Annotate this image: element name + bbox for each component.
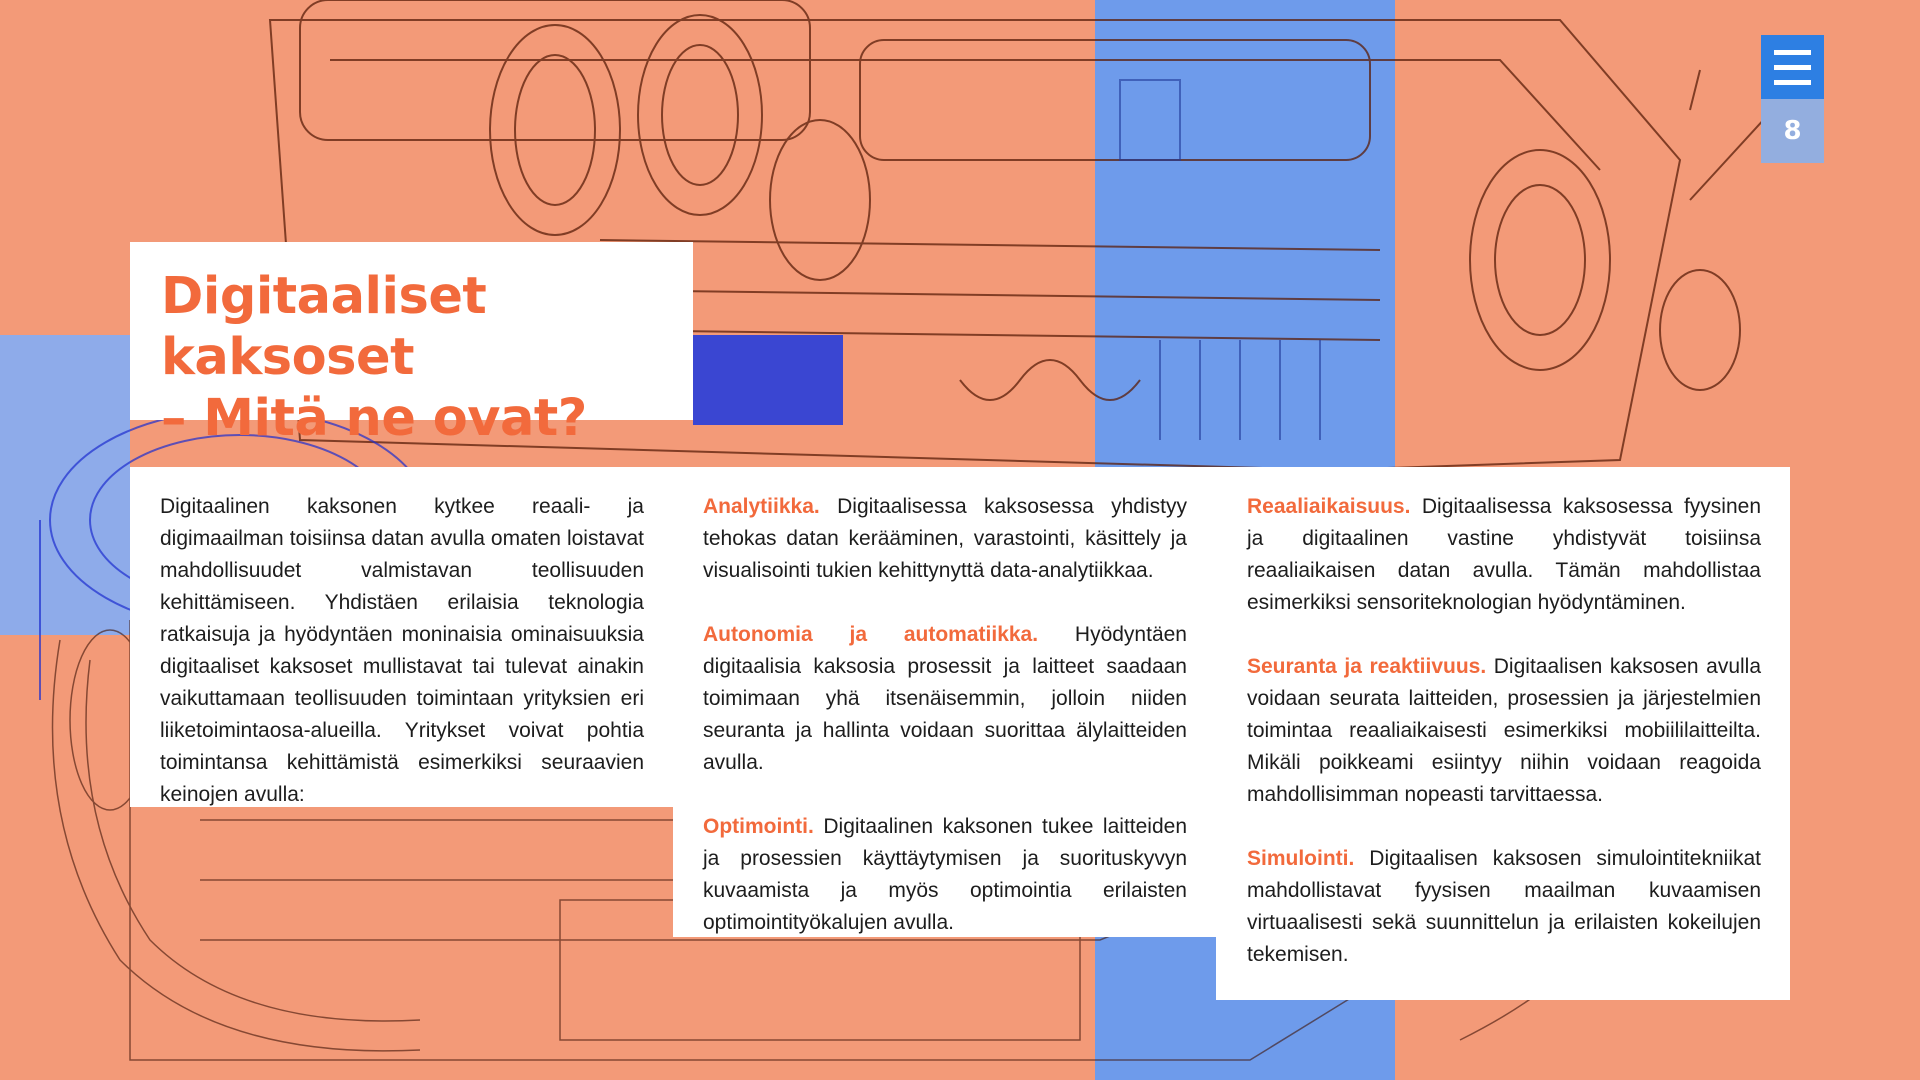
page-number: 8 — [1783, 116, 1802, 146]
section-autonomia — [703, 619, 1187, 779]
section-body: Digitaalinen kaksonen tukee laitteiden ja prosessien käyttäytymisen ja suorituskyvyn kuvaamista ja myös optimointia erilaisten optimointityökalujen avulla. — [703, 815, 1187, 934]
page-title-line-2: – Mitä ne ovat? — [161, 389, 587, 448]
section-reaaliaikaisuus — [1247, 491, 1761, 619]
intro-paragraph: Digitaalinen kaksonen kytkee reaali- ja digimaailman toisiinsa datan avulla omaten loistavat mahdollisuudet valmistavan teollisuuden kehittämiseen. Yhdistäen erilaisia teknologia ratkaisuja ja hyödyntäen moninaisia ominaisuuksia digitaaliset kaksoset mullistavat tai tulevat ainakin vaikuttamaan teollisuuden toimintaan yrityksien eri liiketoimintaosa-alueilla. Yritykset voivat pohtia toimintansa kehittämistä esimerkiksi seuraavien keinojen avulla: — [160, 495, 644, 806]
section-heading: Seuranta ja reaktiivuus. — [1247, 655, 1487, 678]
section-body: Digitaalisessa kaksosessa fyysinen ja digitaalinen vastine yhdistyvät toisiinsa reaaliaikaisen datan avulla. Tämän mahdollistaa esimerkiksi sensoriteknologian hyödyntäminen. — [1247, 495, 1761, 614]
page-title-line-1: Digitaaliset kaksoset — [161, 267, 487, 387]
section-heading: Simulointi. — [1247, 847, 1355, 870]
section-body: Digitaalisen kaksosen simulointitekniikat mahdollistavat fyysisen maailman kuvaamisen virtuaalisesti sekä suunnittelun ja erilaisten kokeilujen tekemisen. — [1247, 847, 1761, 966]
section-heading: Reaaliaikaisuus. — [1247, 495, 1411, 518]
sections-column-right — [1216, 467, 1790, 1000]
section-analytiikka — [703, 491, 1187, 587]
sections-column-middle — [673, 467, 1216, 937]
section-body: Digitaalisessa kaksosessa yhdistyy tehokas datan kerääminen, varastointi, käsittely ja visualisointi tukien kehittynyttä data-analytiikkaa. — [703, 495, 1187, 582]
title-panel — [130, 242, 693, 448]
section-heading: Optimointi. — [703, 815, 814, 838]
section-body: Hyödyntäen digitaalisia kaksosia prosessit ja laitteet saadaan toimimaan yhä itsenäisemmin, jolloin niiden seuranta ja hallinta voidaan suorittaa älylaitteiden avulla. — [703, 623, 1187, 774]
section-simulointi — [1247, 843, 1761, 971]
page-number-badge — [1761, 99, 1824, 163]
section-body: Digitaalisen kaksosen avulla voidaan seurata laitteiden, prosessien ja järjestelmien toimintaa reaaliaikaisesti esimerkiksi mobiililaitteilta. Mikäli poikkeami esiintyy niihin voidaan reagoida mahdollisimman nopeasti tarvittaessa. — [1247, 655, 1762, 806]
section-heading: Autonomia ja automatiikka. — [703, 623, 1039, 646]
intro-panel — [130, 467, 673, 807]
section-seuranta — [1247, 651, 1761, 811]
section-heading: Analytiikka. — [703, 495, 820, 518]
section-optimointi — [703, 811, 1187, 939]
page-title — [161, 266, 693, 449]
menu-button[interactable] — [1761, 35, 1824, 99]
